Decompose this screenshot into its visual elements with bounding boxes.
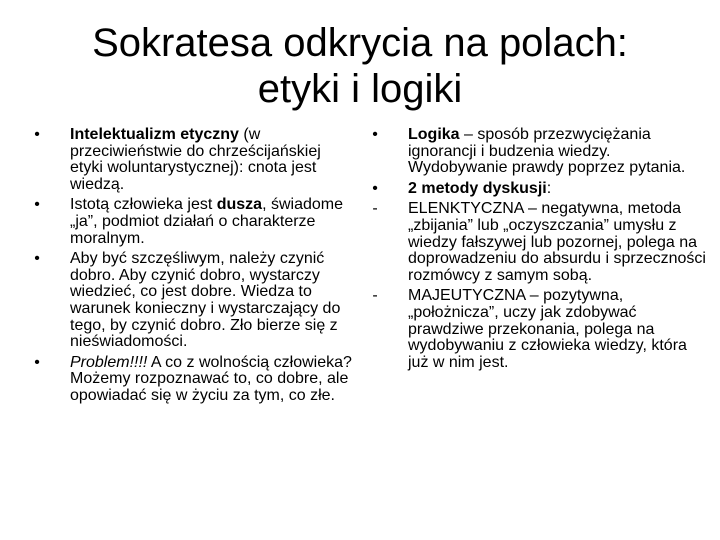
left-column (30, 127, 355, 409)
bullet-marker: • (372, 179, 378, 197)
bullet-marker: • (34, 126, 40, 143)
bullet-item-szczescie (30, 251, 355, 351)
bullet-text (408, 181, 708, 198)
bullet-marker: • (34, 353, 40, 371)
dash-marker: - (372, 200, 378, 218)
dash-item-text: MAJEUTYCZNA – pozytywna, „położnicza”, uczy jak zdobywać prawdziwe przekonania, polega na wydobywaniu z człowieka wiedzy, która już w nim jest. (408, 287, 687, 371)
bullet-item-metody (368, 181, 708, 198)
bullet-text: Aby być szczęśliwym, należy czynić dobro. Aby czynić dobro, wystarczy wiedzieć, co jest dobre. Wiedza to warunek konieczny i wystarczający do tego, by czynić dobro. Zło bierze się z nieświadomości. (70, 250, 341, 351)
bold-term: Logika (408, 126, 460, 143)
bullet-text-rest: : (546, 179, 552, 197)
dash-marker: - (372, 287, 378, 305)
bullet-text (70, 355, 355, 405)
dash-item-elenktyczna (368, 201, 708, 284)
title-line-2: etyki i logiki (257, 67, 463, 111)
bullet-text (70, 127, 355, 193)
bullet-text-pre: Istotą człowieka jest (70, 196, 217, 214)
title-line-1: Sokratesa odkrycia na polach: (92, 21, 628, 65)
dash-item-majeutyczna (368, 288, 708, 371)
bullet-text-rest: A co z wolnością człowieka? Możemy rozpoznawać to, co dobre, ale opowiadać się w życiu za tym, co złe. (70, 353, 352, 404)
italic-term: Problem!!!! (70, 353, 148, 371)
bullet-item-problem (30, 355, 355, 405)
right-column (368, 127, 708, 375)
dash-item-text: ELENKTYCZNA – negatywna, metoda „zbijania” lub „oczyszczania” umysłu z wiedzy fałszywej lub pozornej, polega na doprowadzeniu do absurdu i sprzeczności rozmówcy z samym sobą. (408, 200, 706, 284)
bullet-marker: • (34, 250, 40, 268)
bullet-text-rest: (w przeciwieństwie do chrześcijańskiej etyki woluntarystycznej): cnota jest wiedzą. (70, 126, 321, 193)
bullet-item-dusza (30, 197, 355, 247)
bullet-marker: • (372, 126, 378, 143)
bullet-item-intelektualizm (30, 127, 355, 193)
bullet-item-logika (368, 127, 708, 177)
bold-term: dusza (216, 196, 263, 214)
bullet-text-rest: – sposób przezwyciężania ignorancji i budzenia wiedzy. Wydobywanie prawdy poprzez pytania. (408, 126, 686, 177)
bullet-text (408, 127, 708, 177)
bullet-marker: • (34, 196, 40, 214)
bullet-text-rest: , świadome „ja”, podmiot działań o charakterze moralnym. (70, 196, 343, 247)
bold-term: 2 metody dyskusji (408, 179, 547, 197)
slide-title (0, 20, 720, 112)
bullet-text (70, 197, 355, 247)
bold-term: Intelektualizm etyczny (70, 126, 239, 143)
